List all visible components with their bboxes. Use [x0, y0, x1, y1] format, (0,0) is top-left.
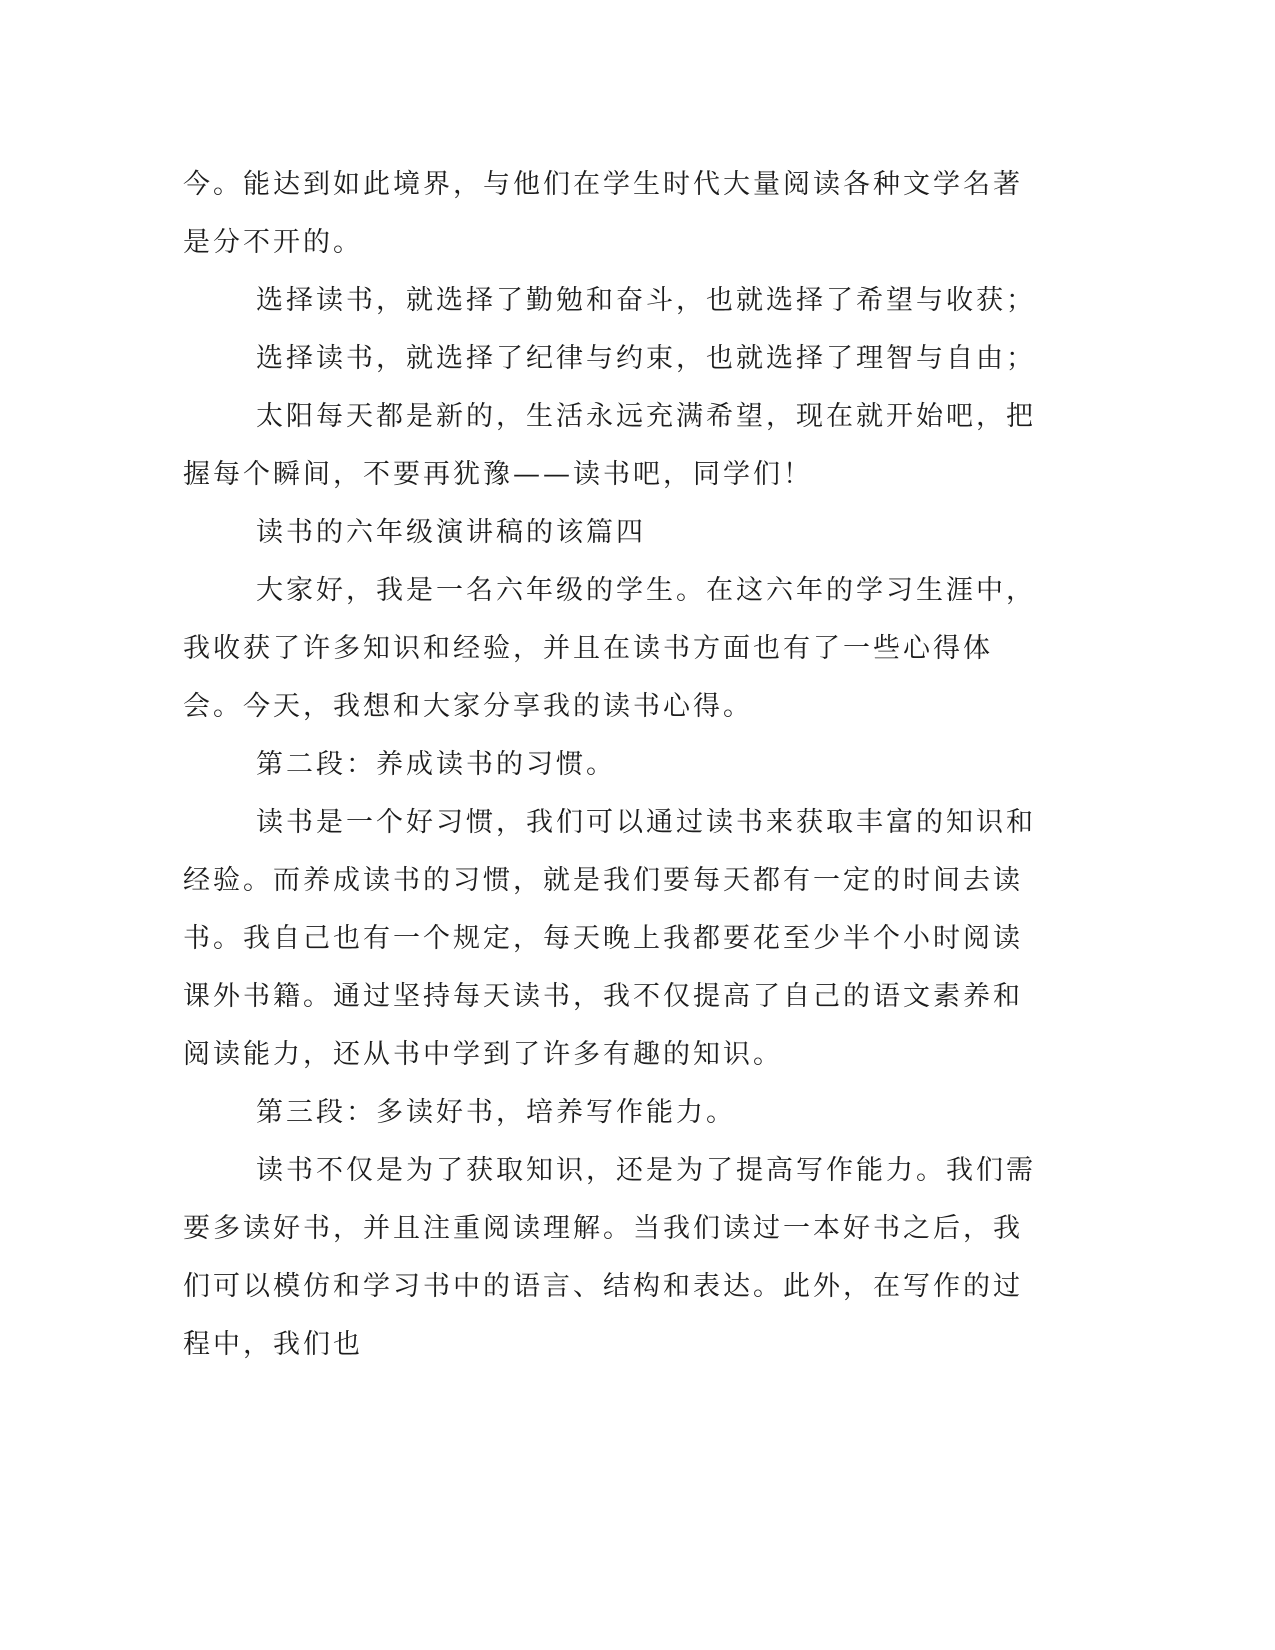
paragraph: 大家好，我是一名六年级的学生。在这六年的学习生涯中，我收获了许多知识和经验，并且在读书方面也有了一些心得体会。今天，我想和大家分享我的读书心得。 — [183, 575, 1036, 722]
paragraph: 今。能达到如此境界，与他们在学生时代大量阅读各种文学名著是分不开的。 — [183, 169, 1023, 258]
paragraph: 太阳每天都是新的，生活永远充满希望，现在就开始吧，把握每个瞬间，不要再犹豫——读书吧，同学们！ — [183, 401, 1036, 490]
paragraph: 读书不仅是为了获取知识，还是为了提高写作能力。我们需要多读好书，并且注重阅读理解。当我们读过一本好书之后，我们可以模仿和学习书中的语言、结构和表达。此外，在写作的过程中，我们也 — [183, 1155, 1036, 1360]
paragraph: 选择读书，就选择了勤勉和奋斗，也就选择了希望与收获； — [256, 285, 1036, 316]
paragraph: 读书是一个好习惯，我们可以通过读书来获取丰富的知识和经验。而养成读书的习惯，就是我们要每天都有一定的时间去读书。我自己也有一个规定，每天晚上我都要花至少半个小时阅读课外书籍。通过坚持每天读书，我不仅提高了自己的语文素养和阅读能力，还从书中学到了许多有趣的知识。 — [183, 807, 1036, 1070]
section-heading: 读书的六年级演讲稿的该篇四 — [256, 517, 646, 548]
paragraph: 选择读书，就选择了纪律与约束，也就选择了理智与自由； — [256, 343, 1036, 374]
document-body — [183, 156, 1043, 1374]
subheading: 第二段：养成读书的习惯。 — [256, 749, 616, 780]
subheading: 第三段：多读好书，培养写作能力。 — [256, 1097, 736, 1128]
